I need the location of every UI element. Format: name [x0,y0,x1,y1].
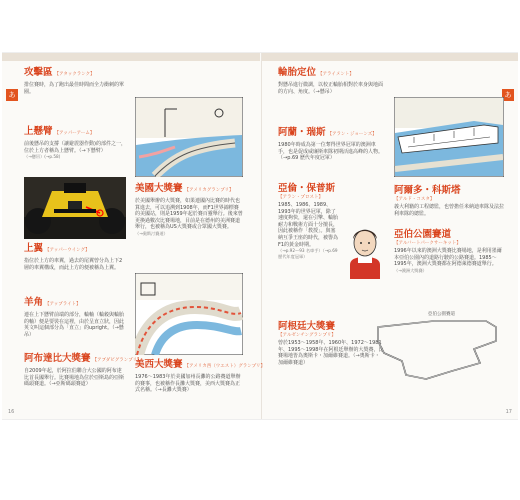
entry-alan-jones [278,127,384,162]
entry-title-text: 阿布達比大獎賽 [24,353,91,364]
entry-upper-arm [24,126,126,160]
entry-title-text: 美國大獎賽 [135,183,183,194]
book-spread [2,52,518,420]
entry-subtitle: 【アルバートパークサーキット】 [394,241,461,246]
entry-title [24,67,126,80]
entry-subtitle: 【アメリカ西（ウエスト）グランプリ】 [184,364,266,369]
entry-title-text: 美西大獎賽 [135,359,183,370]
entry-title [24,297,126,310]
entry-subtitle: 【アルド・コスタ】 [394,197,435,202]
racecar-photo [24,177,126,239]
entry-title-text: 亞倫・保普斯 [278,183,336,194]
entry-body: 對懸吊進行微調，以校正輪胎相對於車身與地面的方向、角度。（→懸吊） [278,82,384,95]
entry-body: 前後懸吊的支撐（讓避震器作動)的部件之一，位於上方者稱為上懸臂。（→下懸臂） [24,141,126,154]
driver-portrait [342,221,388,279]
circuit-illustration-long-beach [135,273,243,355]
entry-title [135,183,243,196]
entry-note: （→懸吊）(→p.58) [24,154,61,160]
entry-title-text: 亞伯公園賽道 [394,229,452,240]
circuit-illustration-albert-park [394,97,504,177]
entry-title-text: 阿根廷大獎賽 [278,321,336,332]
entry-title [394,229,504,240]
circuit-illustration-austin [135,97,243,177]
circuit-map-label: 亞伯公園賽道 [428,312,455,317]
entry-title [394,185,504,196]
entry-note: （→澳洲大獎賽） [394,267,427,273]
right-top-band [262,53,518,61]
entry-title [278,127,384,140]
folio-right: 17 [505,409,512,415]
entry-body: 自2009年起，於阿拉伯聯合大公國的阿布達比首長國舉行。比賽場地為位於亞斯島的亞斯碼頭賽道。（→亞斯碼頭賽道） [24,368,125,388]
entry-body: 於美國舉辦的大獎賽，如果連國內比賽的時代也算進去，可以追溯到1908年，而F1世界錦標賽的美國站，則是1959年起於賽百靈舉行。後來曾更換過數次比賽場地，目前是在德州的美洲賽道舉行，也被稱為US大獎賽或合眾國大獎賽。 [135,198,243,231]
entry-note: （→奧斯汀賽道） [135,230,168,236]
entry-title [24,353,142,366]
entry-attack-lap [24,67,126,95]
entry-body: 曾於1953～1958年、1960年、1972～1981年、1995～1998年在阿根廷舉辦的大獎賽，比賽場地皆為奧斯卡・加爾維賽道。（→奧斯卡・加爾維賽道） [278,340,384,366]
entry-subtitle: 【アタックランク】 [54,72,95,77]
entry-title-text: 阿爾多・科斯塔 [394,185,461,196]
index-tab-right: あ [502,89,514,101]
entry-us-gp [135,183,243,237]
entry-upright [24,297,126,338]
entry-title-text: 上懸臂 [24,126,53,137]
entry-subtitle: 【アブダビグランプリ】 [92,358,142,363]
entry-us-west-gp [135,359,266,394]
entry-title [24,126,126,139]
entry-body: 1980年時成為第一位奪得世界冠軍的澳洲車手，也是促成威廉斯車隊初期活進高峰的人物。（→p.69 歷代年度冠軍） [278,142,384,162]
entry-subtitle: 【アップライト】 [45,302,81,307]
entry-subtitle: 【アルゼンチングランプリ】 [278,333,336,338]
entry-alignment [278,67,384,95]
entry-title [278,67,384,80]
entry-aldo-costa [394,185,504,217]
left-top-band [2,53,260,61]
folio-left: 16 [8,409,15,415]
entry-note: （→p.92〜93 名車手）（→p.69 歷代年度冠軍） [278,248,338,260]
circuit-map [362,309,506,389]
entry-subtitle: 【アッパーウイング】 [45,248,90,253]
index-tab-left: あ [6,89,18,101]
entry-body: 排位賽時，為了跑出最佳時間而全力衝刺的單圈。 [24,82,125,95]
entry-title [278,183,340,194]
entry-subtitle: 【アッパーアーム】 [54,131,95,136]
entry-body: 連在上下懸臂前端的部分，輪軸（輪穀與輪胎的軸）便是要裝在這裡，由於呈直立狀，因此英文叫這個部分為「直立」的upright。（→懸吊） [24,312,125,338]
entry-title [24,243,126,256]
entry-abu-dhabi-gp [24,353,142,388]
entry-subtitle: 【アラン・ジョーンズ】 [327,132,377,137]
entry-title-text: 上翼 [24,243,44,254]
entry-subtitle: 【アライメント】 [318,72,354,77]
entry-body: 1985、1986、1989、1993年的世界冠軍，除了速度夠快，還在引擎、輪胎耐力和戰術方面十分擅長，因此被稱作「教授」。與塞納互爭王座的時代，被譽為F1的黃金時期。 [278,202,339,248]
entry-body: 指位於上方的車翼，過去的尾翼曾分為上下2層的車翼構成，而此上方的便被稱為上翼。 [24,258,123,271]
entry-body: 1976～1983年於美國加州長灘的公路賽道舉辦的賽事，也被稱作長灘大獎賽，美西大獎賽為正式名稱。（→長灘大獎賽） [135,374,241,394]
entry-title-text: 阿蘭・瑞斯 [278,127,326,138]
entry-albert-park-circuit [394,229,504,274]
entry-title-text: 攻擊區 [24,67,53,78]
entry-subtitle: 【アメリカグランプリ】 [184,188,234,193]
entry-alain-prost [278,183,340,260]
entry-upper-wing [24,243,126,271]
entry-body: 義大利籍的工程總監，也曾擔任米納迪車隊及法拉利車隊的總監。 [394,204,505,217]
entry-title-text: 羊角 [24,297,44,308]
entry-body: 1996年以來的澳洲大獎賽比賽場地，是利用墨爾本亞伯公園內的道路行駛的公路賽道。1985～1995年，澳洲大獎賽都在阿德萊德賽道舉行。 [394,248,502,268]
entry-title-text: 輪胎定位 [278,67,317,78]
entry-subtitle: 【アラン・プロスト】 [278,195,323,200]
entry-title [135,359,266,372]
